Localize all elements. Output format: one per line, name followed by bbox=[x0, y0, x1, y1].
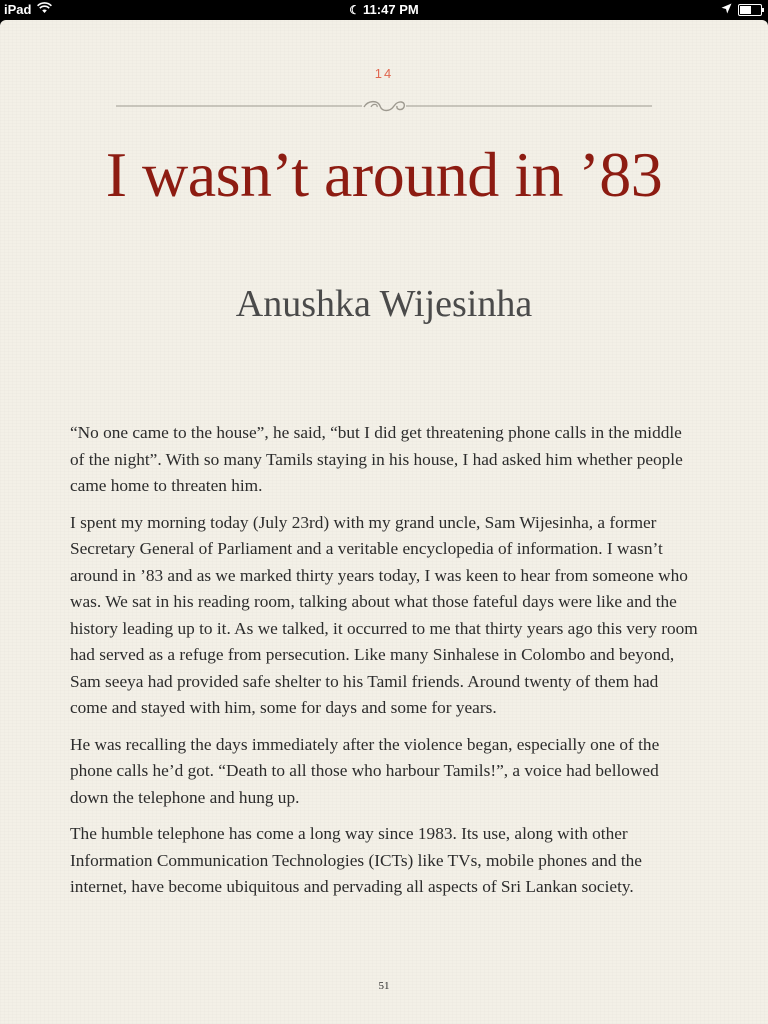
body-paragraph: The humble telephone has come a long way since 1983. Its use, along with other Information Communication Technologies (ICTs) like TVs, mobile phones and the internet, have become ubiquitous and pervading all aspects of Sri Lankan society. bbox=[70, 824, 642, 896]
chapter-number: 14 bbox=[374, 66, 394, 81]
moon-icon: ☾ bbox=[349, 3, 361, 17]
status-bar bbox=[0, 0, 768, 20]
clock-time: 11:47 PM bbox=[363, 2, 419, 17]
device-name: iPad bbox=[4, 2, 32, 17]
body-paragraph: He was recalling the days immediately after the violence began, especially one of the phone calls he’d got. “Death to all those who harbour Tamils!”, a voice had bellowed down the telephone and hung up. bbox=[70, 734, 660, 807]
status-bar-clock bbox=[0, 2, 768, 17]
page-number: 51 bbox=[378, 980, 390, 992]
body-paragraph: “No one came to the house”, he said, “but I did get threatening phone calls in the middle of the night”. With so many Tamils staying in his house, I had asked him whether people came home to threaten him. bbox=[70, 423, 683, 495]
chapter-body bbox=[70, 420, 698, 911]
book-page[interactable] bbox=[0, 20, 768, 1024]
location-arrow-icon bbox=[721, 2, 732, 17]
flourish-divider-icon bbox=[116, 98, 652, 114]
battery-fill bbox=[740, 6, 751, 14]
body-paragraph: I spent my morning today (July 23rd) with my grand uncle, Sam Wijesinha, a former Secretary General of Parliament and a veritable encyclopedia of information. I wasn’t around in ’83 and as we marked thirty years today, I was keen to hear from someone who was. We sat in his reading room, talking about what those fateful days were like and the history leading up to it. As we talked, it occurred to me that thirty years ago this very room had served as a refuge from persecution. Like many Sinhalese in Colombo and beyond, Sam seeya had provided safe shelter to his Tamil friends. Around twenty of them had come and stayed with him, some for days and some for years. bbox=[70, 512, 698, 717]
battery-icon bbox=[738, 4, 762, 16]
chapter-author: Anushka Wijesinha bbox=[235, 283, 533, 325]
status-bar-right bbox=[721, 2, 762, 17]
chapter-title: I wasn’t around in ’83 bbox=[105, 139, 663, 210]
